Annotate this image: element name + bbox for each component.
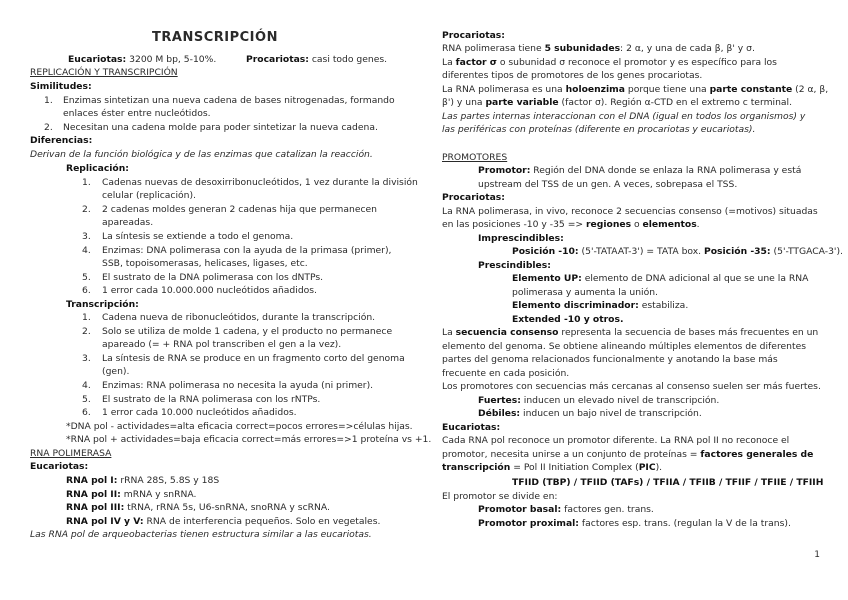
subheading-transcripcion: Transcripción: (66, 299, 139, 310)
list-item-cont: enlaces éster entre nucleótidos. (63, 108, 211, 119)
list-item-cont: apareadas. (102, 217, 154, 228)
subheading-diferencias: Diferencias: (30, 135, 93, 146)
note-rna-pol: *RNA pol + actividades=baja eficacia correct=más errores=>1 proteína vs +1. (66, 434, 432, 445)
list-num: 1. (82, 177, 91, 188)
section-heading-promotores: PROMOTORES (442, 152, 508, 163)
list-item: Enzimas: RNA polimerasa no necesita la ayuda (ni primer). (102, 380, 374, 391)
subheading-procariotas-2: Procariotas: (442, 192, 505, 203)
list-item: Solo se utiliza de molde 1 cadena, y el producto no permanece (102, 326, 393, 337)
list-num: 4. (82, 245, 91, 256)
note-dna-pol: *DNA pol - actividades=alta eficacia correct=pocos errores=>células hijas. (66, 421, 413, 432)
paragraph-line: elemento del genoma. Se obtiene alineando múltiples elementos de diferentes (442, 341, 807, 352)
paragraph-line: La RNA polimerasa es una holoenzima porque tiene una parte constante (2 α, β, (442, 84, 829, 95)
subheading-eucariotas: Eucariotas: (30, 461, 89, 472)
list-item: Necesitan una cadena molde para poder sintetizar la nueva cadena. (63, 122, 378, 133)
list-num: 2. (82, 326, 91, 337)
paragraph-line: partes del genoma relacionados funcionalmente y anotando la base más (442, 354, 778, 365)
promotor-definition-cont: upstream del TSS de un gen. A veces, sobrepasa el TSS. (478, 179, 738, 190)
list-item-cont: SSB, topoisomerasas, helicases, ligases, etc. (102, 258, 308, 269)
paragraph-line: El promotor se divide en: (442, 491, 558, 502)
list-item-cont: celular (replicación). (102, 190, 196, 201)
subheading-prescindibles: Prescindibles: (478, 260, 551, 271)
subheading-similitudes: Similitudes: (30, 81, 92, 92)
list-item: Cadenas nuevas de desoxirribonucleótidos, 1 vez durante la división (102, 177, 418, 188)
subheading-eucariotas-right: Eucariotas: (442, 422, 501, 433)
list-num: 6. (82, 407, 91, 418)
promotor-basal: Promotor basal: factores gen. trans. (478, 504, 654, 515)
subheading-procariotas: Procariotas: (442, 30, 505, 41)
promotor-debiles: Débiles: inducen un bajo nivel de transcripción. (478, 408, 702, 419)
list-num: 1. (82, 312, 91, 323)
rna-pol-ii: RNA pol II: mRNA y snRNA. (66, 489, 197, 500)
procariotas-summary: Procariotas: casi todo genes. (246, 54, 388, 65)
section-heading-rna-polimerasa: RNA POLIMERASA (30, 448, 112, 459)
paragraph-line: en las posiciones -10 y -35 => regiones o elementos. (442, 219, 700, 230)
paragraph-line: Los promotores con secuencias más cercanas al consenso suelen ser más fuertes. (442, 381, 821, 392)
list-item: El sustrato de la RNA polimerasa con los rNTPs. (102, 394, 321, 405)
list-item: 1 error cada 10.000 nucleótidos añadidos. (102, 407, 297, 418)
rna-pol-iv-v: RNA pol IV y V: RNA de interferencia pequeños. Solo en vegetales. (66, 516, 381, 527)
subheading-imprescindibles: Imprescindibles: (478, 233, 564, 244)
transcription-factors: TFIID (TBP) / TFIID (TAFs) / TFIIA / TFIIB / TFIIF / TFIIE / TFIIH (512, 477, 824, 488)
paragraph-line: las periféricas con proteínas (diferente en procariotas y eucariotas). (442, 124, 756, 135)
list-item-cont: apareado (= + RNA pol transcriben el gen a la vez). (102, 339, 342, 350)
paragraph-line: diferentes tipos de promotores de los genes procariotas. (442, 70, 703, 81)
list-num: 2. (82, 204, 91, 215)
list-num: 5. (82, 272, 91, 283)
paragraph-line: Cada RNA pol reconoce un promotor diferente. La RNA pol II no reconoce el (442, 435, 790, 446)
list-num: 2. (44, 122, 53, 133)
rna-pol-iii: RNA pol III: tRNA, rRNA 5s, U6-snRNA, snoRNA y scRNA. (66, 502, 330, 513)
list-num: 6. (82, 285, 91, 296)
paragraph-line: RNA polimerasa tiene 5 subunidades: 2 α, y una de cada β, β' y σ. (442, 43, 755, 54)
rna-pol-i: RNA pol I: rRNA 28S, 5.8S y 18S (66, 475, 220, 486)
list-item: 1 error cada 10.000.000 nucleótidos añadidos. (102, 285, 317, 296)
list-item: 2 cadenas moldes generan 2 cadenas hija que permanecen (102, 204, 377, 215)
promotor-fuertes: Fuertes: inducen un elevado nivel de transcripción. (478, 395, 720, 406)
elemento-up: Elemento UP: elemento de DNA adicional al que se une la RNA (512, 273, 809, 284)
paragraph-line: La RNA polimerasa, in vivo, reconoce 2 secuencias consenso (=motivos) situadas (442, 206, 818, 217)
list-num: 4. (82, 380, 91, 391)
list-item: El sustrato de la DNA polimerasa con los dNTPs. (102, 272, 324, 283)
arqueobacterias-note: Las RNA pol de arqueobacterias tienen estructura similar a las eucariotas. (30, 529, 372, 540)
eucariotas-summary: Eucariotas: 3200 M bp, 5-10%. (68, 54, 217, 65)
paragraph-line: promotor, necesita unirse a un conjunto de proteínas = factores generales de (442, 449, 814, 460)
page-title: TRANSCRIPCIÓN (152, 30, 278, 45)
paragraph-line: La secuencia consenso representa la secuencia de bases más frecuentes en un (442, 327, 819, 338)
diferencias-text: Derivan de la función biológica y de las enzimas que catalizan la reacción. (30, 149, 373, 160)
extended-10: Extended -10 y otros. (512, 314, 624, 325)
promotor-proximal: Promotor proximal: factores esp. trans. (regulan la V de la trans). (478, 518, 791, 529)
list-num: 3. (82, 231, 91, 242)
elemento-up-cont: polimerasa y aumenta la unión. (512, 287, 658, 298)
list-item-cont: (gen). (102, 366, 130, 377)
elemento-discriminador: Elemento discriminador: estabiliza. (512, 300, 689, 311)
paragraph-line: frecuente en cada posición. (442, 368, 570, 379)
list-num: 3. (82, 353, 91, 364)
page-number: 1 (814, 550, 820, 560)
list-item: La síntesis se extiende a todo el genoma. (102, 231, 294, 242)
paragraph-line: transcripción = Pol II Initiation Complex (PIC). (442, 462, 663, 473)
subheading-replicacion: Replicación: (66, 163, 129, 174)
section-heading-replicacion: REPLICACIÓN Y TRANSCRIPCIÓN (30, 67, 178, 78)
posiciones-line: Posición -10: (5'-TATAAT-3') = TATA box. Posición -35: (5'-TTGACA-3'). (512, 246, 843, 257)
promotor-definition: Promotor: Región del DNA donde se enlaza la RNA polimerasa y está (478, 165, 802, 176)
list-item: La síntesis de RNA se produce en un fragmento corto del genoma (102, 353, 405, 364)
paragraph-line: Las partes internas interaccionan con el DNA (igual en todos los organismos) y (442, 111, 806, 122)
list-item: Enzimas sintetizan una nueva cadena de bases nitrogenadas, formando (63, 95, 395, 106)
paragraph-line: β') y una parte variable (factor σ). Región α-CTD en el extremo c terminal. (442, 97, 793, 108)
list-item: Cadena nueva de ribonucleótidos, durante la transcripción. (102, 312, 376, 323)
list-num: 1. (44, 95, 53, 106)
list-num: 5. (82, 394, 91, 405)
paragraph-line: La factor σ o subunidad σ reconoce el promotor y es específico para los (442, 57, 777, 68)
list-item: Enzimas: DNA polimerasa con la ayuda de la primasa (primer), (102, 245, 392, 256)
